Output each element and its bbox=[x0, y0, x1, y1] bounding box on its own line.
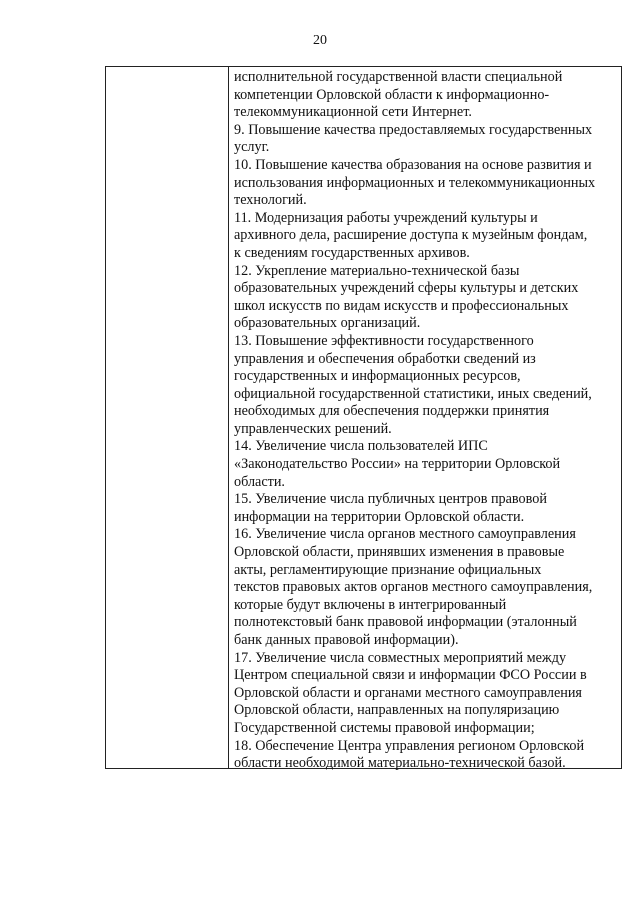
text-line: Орловской области и органами местного самоуправления bbox=[234, 684, 582, 701]
text-line: 13. Повышение эффективности государственного bbox=[234, 332, 534, 349]
text-line: 18. Обеспечение Центра управления регионом Орловской bbox=[234, 737, 585, 754]
table-text-cell bbox=[229, 67, 621, 772]
page-number: 20 bbox=[313, 33, 327, 48]
text-line: управленческих решений. bbox=[234, 420, 392, 437]
text-line: технологий. bbox=[234, 192, 307, 209]
text-line: полнотекстовый банк правовой информации (эталонный bbox=[234, 614, 577, 631]
text-line: Государственной системы правовой информации; bbox=[234, 719, 535, 736]
text-line: Орловской области, принявших изменения в правовые bbox=[234, 544, 565, 561]
text-line: области. bbox=[234, 473, 285, 490]
text-line: 11. Модернизация работы учреждений культуры и bbox=[234, 209, 538, 226]
text-line: телекоммуникационной сети Интернет. bbox=[234, 104, 472, 121]
text-line: услуг. bbox=[234, 139, 270, 156]
document-table bbox=[105, 66, 622, 772]
text-line: образовательных организаций. bbox=[234, 315, 421, 332]
text-line: акты, регламентирующие признание официальных bbox=[234, 561, 542, 578]
text-line: которые будут включены в интегрированный bbox=[234, 596, 507, 613]
text-line: к сведениям государственных архивов. bbox=[234, 244, 470, 261]
text-line: использования информационных и телекоммуникационных bbox=[234, 174, 596, 191]
text-line: 12. Укрепление материально-технической базы bbox=[234, 262, 520, 279]
text-line: государственных и информационных ресурсов, bbox=[234, 368, 521, 385]
text-line: области необходимой материально-технической базой. bbox=[234, 755, 566, 772]
text-line: архивного дела, расширение доступа к музейным фондам, bbox=[234, 227, 588, 244]
text-line: 14. Увеличение числа пользователей ИПС bbox=[234, 438, 488, 455]
text-line: управления и обеспечения обработки сведений из bbox=[234, 350, 536, 367]
text-line: исполнительной государственной власти специальной bbox=[234, 69, 563, 85]
text-line: компетенции Орловской области к информационно- bbox=[234, 86, 550, 103]
text-line: официальной государственной статистики, иных сведений, bbox=[234, 385, 592, 402]
text-line: необходимых для обеспечения поддержки принятия bbox=[234, 403, 550, 420]
text-line: банк данных правовой информации). bbox=[234, 632, 459, 648]
text-line: 16. Увеличение числа органов местного самоуправления bbox=[234, 526, 576, 543]
text-line: 17. Увеличение числа совместных мероприятий между bbox=[234, 649, 567, 666]
text-line: образовательных учреждений сферы культуры и детских bbox=[234, 280, 579, 297]
text-line: «Законодательство России» на территории Орловской bbox=[234, 456, 561, 473]
text-line: информации на территории Орловской области. bbox=[234, 508, 525, 525]
text-line: школ искусств по видам искусств и профессиональных bbox=[234, 297, 569, 314]
text-line: Орловской области, направленных на популяризацию bbox=[234, 702, 560, 719]
text-line: 10. Повышение качества образования на основе развития и bbox=[234, 156, 592, 173]
table-left-cell bbox=[106, 67, 229, 768]
text-line: 9. Повышение качества предоставляемых государственных bbox=[234, 121, 593, 138]
text-line: 15. Увеличение числа публичных центров правовой bbox=[234, 491, 547, 508]
text-line: Центром специальной связи и информации ФСО России в bbox=[234, 667, 587, 684]
text-line: текстов правовых актов органов местного самоуправления, bbox=[234, 579, 593, 596]
